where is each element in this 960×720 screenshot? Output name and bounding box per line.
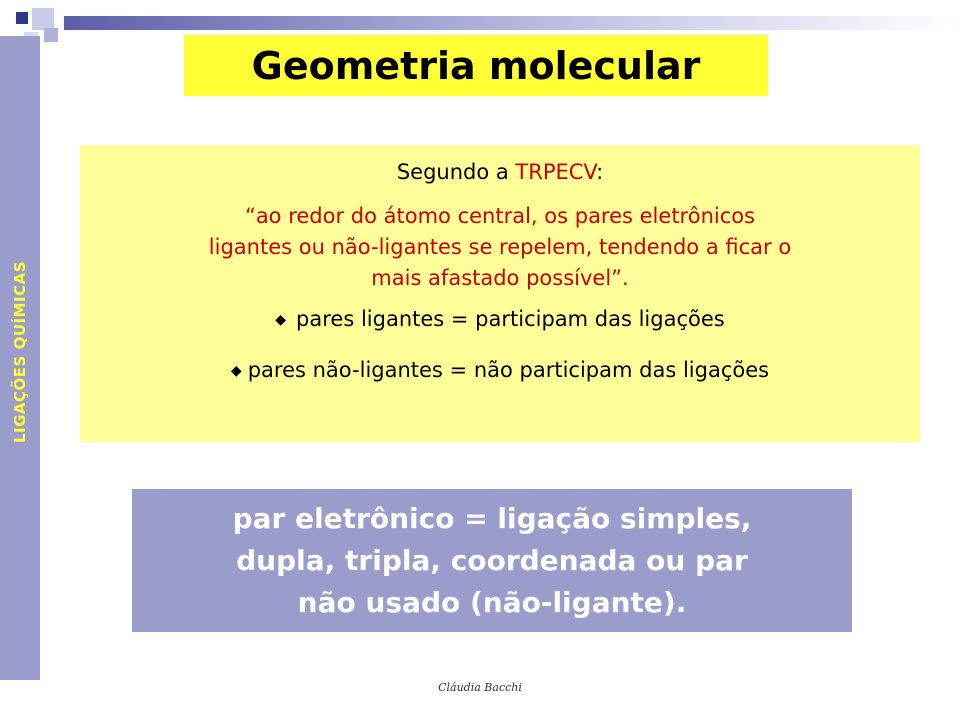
title-box — [184, 35, 768, 96]
intro-prefix: Segundo a — [396, 160, 516, 184]
top-gradient-bar — [64, 16, 960, 30]
bullet-ligantes — [80, 304, 920, 336]
intro-suffix: : — [596, 160, 604, 184]
bullet-nao-ligantes — [80, 355, 920, 387]
author-credit: Cláudia Bacchi — [438, 681, 522, 694]
corner-square-light — [32, 8, 54, 30]
intro-line — [80, 157, 920, 188]
diamond-bullet-icon: ◆ — [275, 312, 287, 328]
slide-title: Geometria molecular — [251, 43, 701, 88]
quote-line-1: “ao redor do átomo central, os pares eletrônicos — [244, 204, 756, 228]
diamond-bullet-icon: ◆ — [230, 363, 242, 379]
theory-quote — [80, 201, 920, 294]
quote-line-3: mais afastado possível”. — [371, 266, 629, 290]
highlight-box — [132, 489, 852, 632]
highlight-line-1: par eletrônico = ligação simples, — [232, 501, 752, 535]
explanation-box — [80, 145, 920, 442]
highlight-text — [233, 498, 752, 624]
highlight-line-2: dupla, tripla, coordenada ou par — [236, 543, 748, 577]
bullet-ligantes-text: pares ligantes = participam das ligações — [296, 307, 725, 331]
corner-square-dark — [16, 12, 28, 24]
sidebar-label: LIGAÇÕES QUÍMICAS — [11, 260, 29, 444]
bullet-nao-ligantes-text: pares não-ligantes = não participam das ligações — [247, 358, 770, 382]
acronym-trpecv: TRPECV — [515, 160, 597, 184]
quote-line-2: ligantes ou não-ligantes se repelem, tendendo a ficar o — [208, 235, 792, 259]
corner-square-medium — [44, 28, 58, 42]
highlight-line-3: não usado (não-ligante). — [297, 585, 687, 619]
